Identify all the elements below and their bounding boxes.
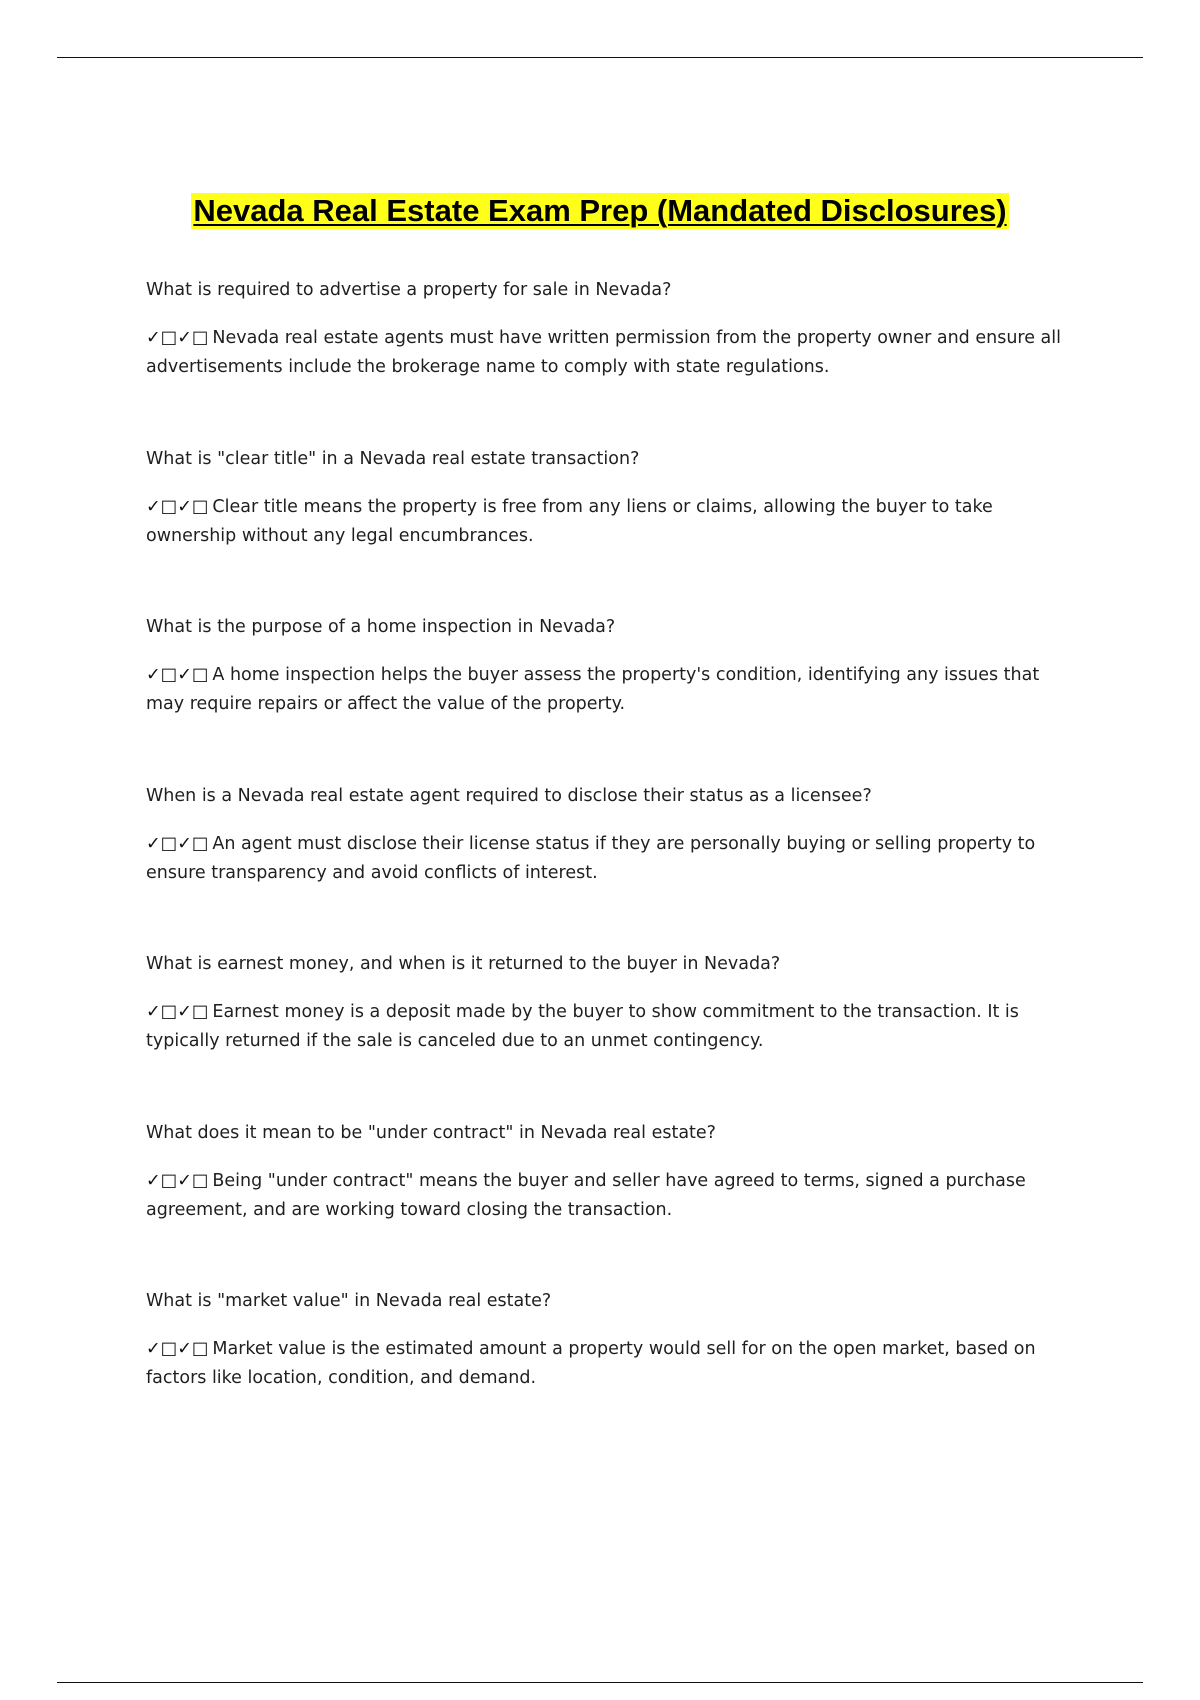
footer-rule: [57, 1682, 1143, 1683]
question-text: What is required to advertise a property for sale in Nevada?: [146, 280, 672, 300]
answer-body: A home inspection helps the buyer assess the property's condition, identifying any issues that may require repairs or affect the value of the property.: [146, 665, 1040, 714]
answer-body: Nevada real estate agents must have written permission from the property owner and ensure all advertisements include the brokerage name to comply with state regulations.: [146, 328, 1062, 377]
question-text: When is a Nevada real estate agent required to disclose their status as a licensee?: [146, 785, 872, 806]
title-block: [0, 193, 1200, 229]
checkmark-icon: ✓□✓□: [146, 665, 209, 685]
answer-body: Earnest money is a deposit made by the buyer to show commitment to the transaction. It is typically returned if the sale is canceled due to an unmet contingency.: [146, 1002, 1019, 1051]
qa-item: [146, 445, 1076, 614]
qa-item: [146, 1287, 1076, 1456]
qa-item: [146, 950, 1076, 1119]
answer-body: An agent must disclose their license status if they are personally buying or selling property to ensure transparency and avoid conflicts of interest.: [146, 833, 1036, 883]
question-text: What does it mean to be "under contract" in Nevada real estate?: [146, 1122, 716, 1143]
answer-text: [146, 998, 1076, 1056]
header-rule: [57, 57, 1143, 58]
answer-text: [146, 324, 1076, 382]
question-text: What is "market value" in Nevada real estate?: [146, 1291, 552, 1311]
question-text: What is the purpose of a home inspection in Nevada?: [146, 617, 616, 637]
answer-text: [146, 830, 1076, 888]
qa-item: [146, 276, 1076, 445]
answer-text: [146, 493, 1076, 551]
answer-body: Being "under contract" means the buyer and seller have agreed to terms, signed a purchase agreement, and are working toward closing the transaction.: [146, 1170, 1026, 1220]
checkmark-icon: ✓□✓□: [146, 1002, 209, 1022]
answer-body: Market value is the estimated amount a property would sell for on the open market, based on factors like location, condition, and demand.: [146, 1339, 1036, 1388]
qa-list: [146, 276, 1076, 1456]
checkmark-icon: ✓□✓□: [146, 496, 209, 517]
qa-item: [146, 613, 1076, 782]
answer-body: Clear title means the property is free from any liens or claims, allowing the buyer to take ownership without any legal encumbrances.: [146, 496, 993, 546]
qa-item: [146, 1119, 1076, 1288]
question-text: What is earnest money, and when is it returned to the buyer in Nevada?: [146, 954, 781, 974]
checkmark-icon: ✓□✓□: [146, 1170, 209, 1191]
question-text: What is "clear title" in a Nevada real estate transaction?: [146, 448, 640, 469]
checkmark-icon: ✓□✓□: [146, 1339, 209, 1359]
document-title: Nevada Real Estate Exam Prep (Mandated Disclosures): [193, 193, 1007, 228]
checkmark-icon: ✓□✓□: [146, 833, 209, 854]
answer-text: [146, 1167, 1076, 1225]
answer-text: [146, 1335, 1076, 1393]
qa-item: [146, 782, 1076, 951]
checkmark-icon: ✓□✓□: [146, 328, 209, 348]
answer-text: [146, 661, 1076, 719]
